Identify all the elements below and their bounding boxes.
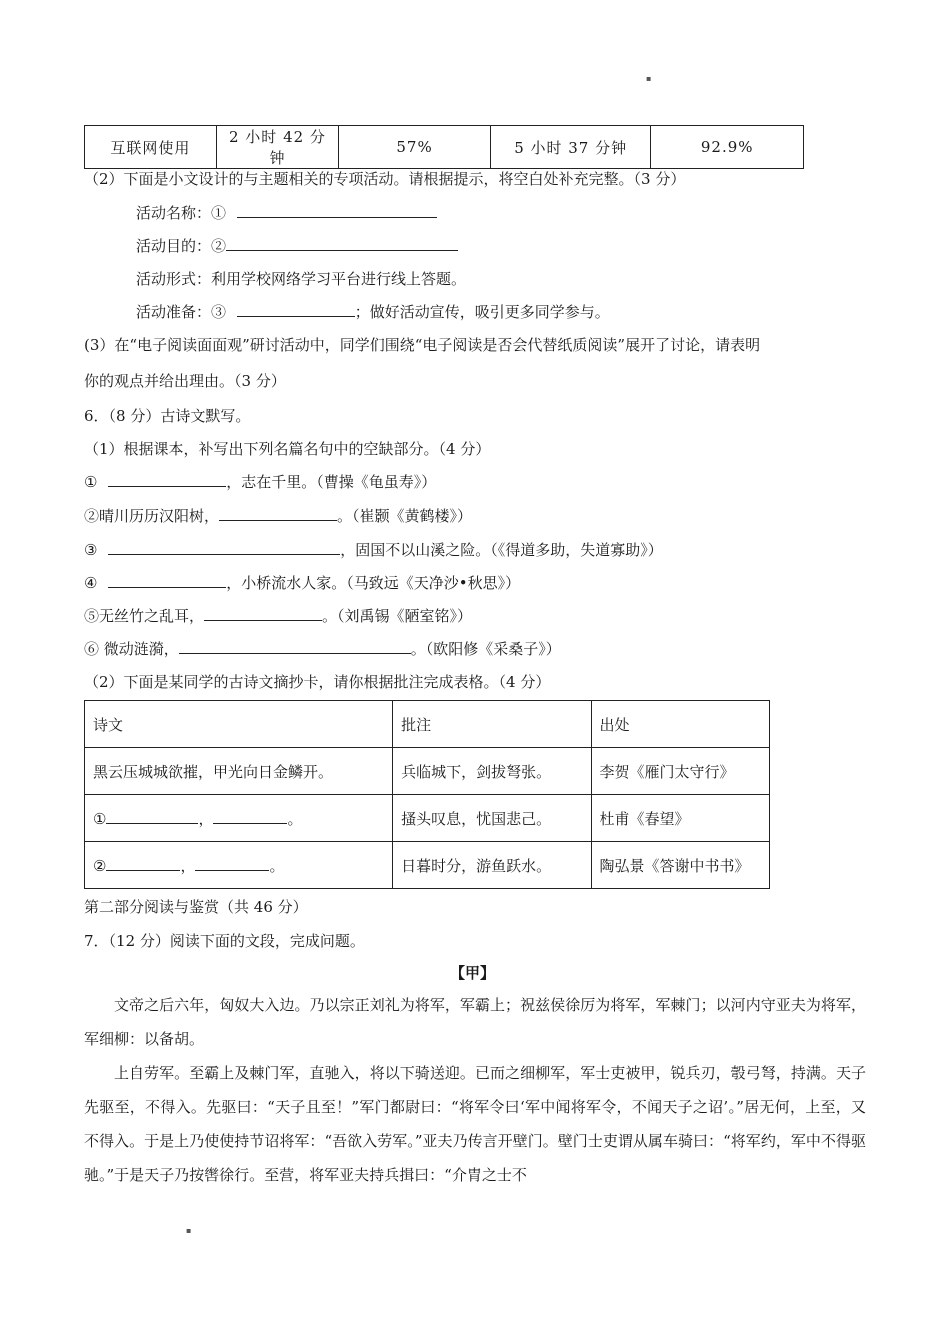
table-cell: 2 小时 42 分钟: [216, 126, 338, 169]
q5-part3-line1: (3）在“电子阅读面面观”研讨活动中，同学们围绕“电子阅读是否会代替纸质阅读”展开了讨论，请表明: [84, 336, 761, 354]
q6-title: 6．（8 分）古诗文默写。: [84, 407, 251, 425]
poem-card-table: [84, 700, 770, 889]
table-cell: 5 小时 37 分钟: [490, 126, 650, 169]
poem-cell: [85, 842, 393, 889]
answer-blank[interactable]: [204, 605, 322, 621]
q5-part2-prompt: （2）下面是小文设计的与主题相关的专项活动。请根据提示，将空白处补充完整。（3 分）: [84, 170, 686, 188]
activity-purpose: [136, 235, 458, 256]
poem-end: 。: [269, 856, 285, 875]
answer-blank[interactable]: [237, 301, 355, 317]
note-cell: 兵临城下，剑拔弩张。: [393, 748, 591, 795]
page-mark-bottom: ▪: [186, 1226, 192, 1235]
table-cell: 57%: [339, 126, 491, 169]
q5-part3-line2: 你的观点并给出理由。（3 分）: [84, 372, 286, 390]
answer-blank[interactable]: [213, 808, 287, 824]
item-suffix: 。（欧阳修《采桑子》）: [410, 640, 561, 658]
note-cell: 日暮时分，游鱼跃水。: [393, 842, 591, 889]
note-cell: 搔头叹息，忧国悲己。: [393, 795, 591, 842]
passage-para-2: 上自劳军。至霸上及棘门军，直驰入，将以下骑送迎。已而之细柳军，军士吏被甲，锐兵刃，彀弓弩，持满。天子先驱至，不得入。先驱曰：“天子且至！”军门都尉曰：“将军令曰‘军中闻将军令，不闻天子之诏’。”居无何，上至，又不得入。于是上乃使使持节诏将军：“吾欲入劳军。”亚夫乃传言开壁门。壁门士吏谓从属车骑曰：“将军约，军中不得驱驰。”于是天子乃按辔徐行。至营，将军亚夫持兵揖曰：“介胄之士不: [84, 1064, 866, 1184]
item-suffix: 。（刘禹锡《陋室铭》）: [322, 607, 473, 625]
table-cell: 互联网使用: [85, 126, 217, 169]
item-prefix: ⑤无丝竹之乱耳，: [84, 607, 205, 625]
poem-sep: ，: [198, 809, 214, 828]
table-cell: 92.9%: [651, 126, 804, 169]
poem-cell: 黑云压城城欲摧，甲光向日金鳞开。: [85, 748, 393, 795]
section-title-jia: 【甲】: [450, 964, 496, 982]
answer-blank[interactable]: [226, 235, 458, 251]
item-suffix: ，志在千里。（曹操《龟虽寿》）: [226, 473, 437, 491]
q7-title: 7．（12 分）阅读下面的文段，完成问题。: [84, 932, 365, 950]
answer-blank[interactable]: [108, 471, 226, 487]
q6-part2-prompt: （2）下面是某同学的古诗文摘抄卡，请你根据批注完成表格。（4 分）: [84, 673, 551, 691]
item-suffix: ，固国不以山溪之险。（《得道多助，失道寡助》）: [340, 541, 663, 559]
answer-blank[interactable]: [219, 505, 337, 521]
q6-item-2: [84, 505, 472, 526]
activity-prep-rest: ；做好活动宣传，吸引更多同学参与。: [354, 303, 610, 321]
answer-blank[interactable]: [179, 638, 411, 654]
poem-cell: [85, 795, 393, 842]
source-cell: 杜甫《春望》: [591, 795, 769, 842]
q6-part1-prompt: （1）根据课本，补写出下列名篇名句中的空缺部分。（4 分）: [84, 440, 491, 458]
item-prefix: ④: [84, 574, 98, 592]
answer-blank[interactable]: [108, 539, 340, 555]
item-prefix: ②晴川历历汉阳树，: [84, 507, 220, 525]
header-source: 出处: [591, 701, 769, 748]
answer-blank[interactable]: [106, 808, 198, 824]
poem-prefix: ②: [93, 856, 107, 875]
activity-prep-label: 活动准备：③: [136, 303, 227, 321]
page-mark-top: ▪: [646, 74, 652, 83]
table-row: [85, 126, 804, 169]
table-row: [85, 842, 770, 889]
item-prefix: ①: [84, 473, 98, 491]
part2-heading: 第二部分阅读与鉴赏（共 46 分）: [84, 898, 308, 916]
q6-item-5: [84, 605, 472, 626]
activity-name: [136, 202, 437, 223]
q6-item-6: [84, 638, 561, 659]
source-cell: 李贺《雁门太守行》: [591, 748, 769, 795]
source-cell: 陶弘景《答谢中书书》: [591, 842, 769, 889]
poem-sep: ，: [180, 856, 196, 875]
item-prefix: ⑥ 微动涟漪，: [84, 640, 179, 658]
q6-item-4: [84, 572, 520, 593]
activity-name-label: 活动名称：①: [136, 204, 227, 222]
answer-blank[interactable]: [237, 202, 437, 218]
q6-item-1: [84, 471, 436, 492]
table-header-row: [85, 701, 770, 748]
table-row: [85, 748, 770, 795]
activity-form: 活动形式：利用学校网络学习平台进行线上答题。: [136, 270, 467, 288]
answer-blank[interactable]: [106, 855, 180, 871]
answer-blank[interactable]: [195, 855, 269, 871]
poem-prefix: ①: [93, 809, 107, 828]
answer-blank[interactable]: [108, 572, 226, 588]
table-row: [85, 795, 770, 842]
poem-end: 。: [287, 809, 303, 828]
q6-item-3: [84, 539, 663, 560]
activity-prep: [136, 301, 610, 322]
item-suffix: ，小桥流水人家。（马致远《天净沙•秋思》）: [226, 574, 521, 592]
header-note: 批注: [393, 701, 591, 748]
header-poem: 诗文: [85, 701, 393, 748]
internet-usage-table: [84, 125, 804, 169]
item-prefix: ③: [84, 541, 98, 559]
passage-para-1: 文帝之后六年，匈奴大入边。乃以宗正刘礼为将军，军霸上；祝兹侯徐厉为将军，军棘门；以河内守亚夫为将军，军细柳：以备胡。: [84, 996, 866, 1048]
item-suffix: 。（崔颢《黄鹤楼》）: [337, 507, 473, 525]
activity-purpose-label: 活动目的：②: [136, 237, 227, 255]
